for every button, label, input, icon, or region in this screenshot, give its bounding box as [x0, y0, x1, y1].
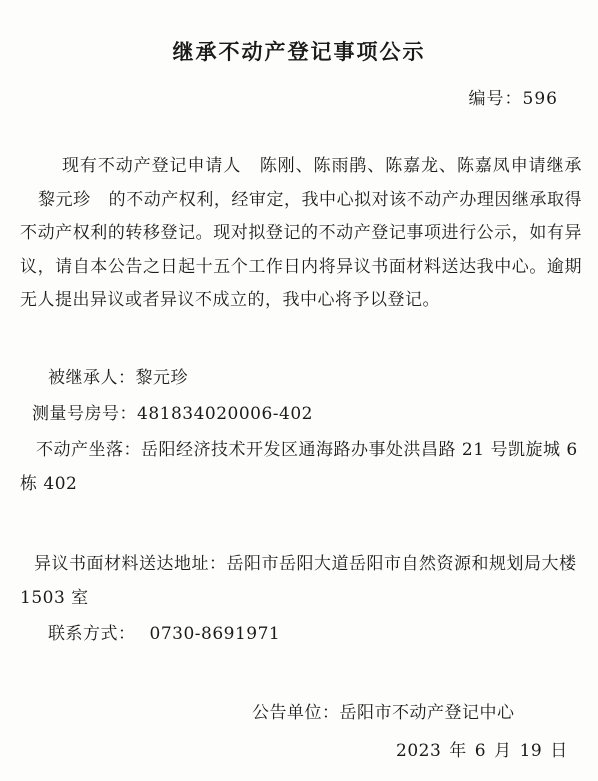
location-field [20, 434, 582, 501]
serial-label: 编号： [468, 89, 523, 109]
contact-field [20, 618, 582, 652]
body-apply: 申请继承 [510, 156, 583, 176]
date-year-unit: 年 [449, 741, 467, 761]
date-day: 19 [519, 741, 543, 761]
notice-date [396, 736, 568, 761]
heir-field [20, 362, 582, 396]
date-month-unit: 月 [494, 741, 512, 761]
applicant-names: 陈刚、陈雨鹃、陈嘉龙、陈嘉凤 [259, 156, 511, 176]
address-label: 异议书面材料送达地址： [34, 554, 227, 574]
objection-address-field [20, 548, 582, 615]
serial-value: 596 [522, 89, 558, 109]
date-month: 6 [474, 741, 487, 761]
issuer-label: 公告单位： [252, 703, 340, 723]
body-intro: 现有不动产登记申请人 [62, 156, 242, 176]
survey-field [20, 398, 582, 432]
location-value: 岳阳经济技术开发区通海路办事处洪昌路 21 号凯旋城 6 栋 402 [20, 440, 578, 494]
contact-value: 0730-8691971 [149, 624, 281, 644]
survey-label: 测量号房号： [32, 404, 137, 424]
location-label: 不动产坐落： [36, 440, 141, 460]
deceased-name: 黎元珍 [38, 189, 91, 210]
notice-body [20, 150, 582, 318]
heir-value: 黎元珍 [135, 368, 188, 388]
issuer-value: 岳阳市不动产登记中心 [339, 703, 515, 723]
issuer-field [252, 698, 515, 723]
survey-value: 481834020006-402 [137, 404, 313, 424]
serial-number [469, 84, 558, 109]
notice-title: 继承不动产登记事项公示 [172, 40, 426, 64]
date-day-unit: 日 [550, 741, 568, 761]
contact-label: 联系方式： [48, 624, 136, 644]
heir-label: 被继承人： [48, 368, 136, 388]
body-main: 的不动产权利，经审定，我中心拟对该不动产办理因继承取得不动产权利的转移登记。现对拟登记的不动产登记事项进行公示，如有异议，请自本公告之日起十五个工作日内将异议书面材料送达我中心。逾期无人提出异议或者异议不成立的，我中心将予以登记。 [20, 189, 583, 310]
date-year: 2023 [396, 741, 442, 761]
address-value: 岳阳市岳阳大道岳阳市自然资源和规划局大楼 1503 室 [20, 554, 577, 608]
